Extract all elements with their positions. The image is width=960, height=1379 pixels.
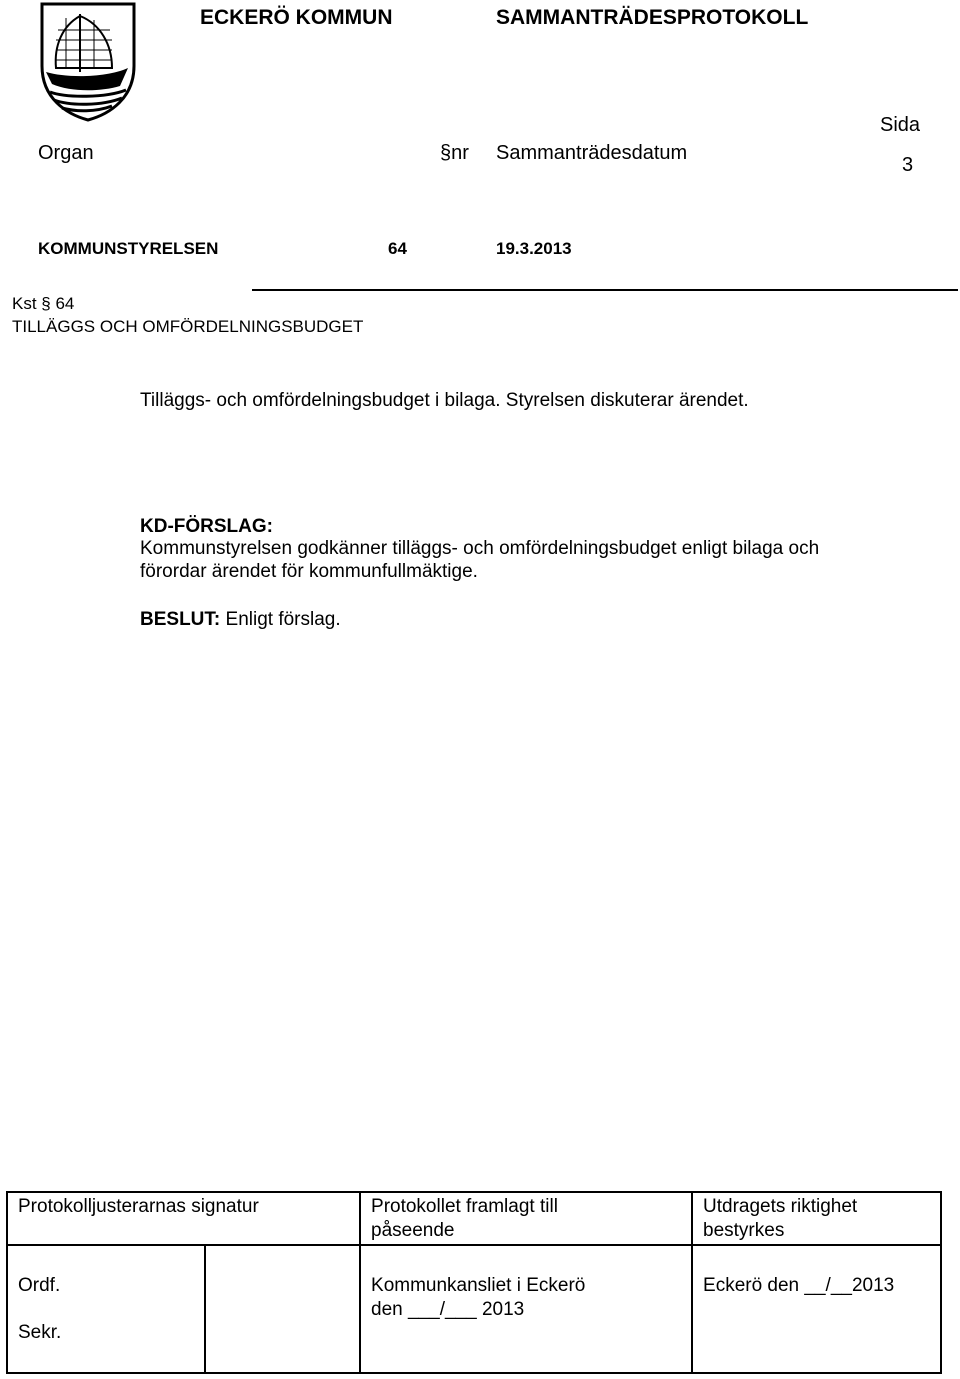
posted-location-cell — [360, 1245, 692, 1373]
organ-value: KOMMUNSTYRELSEN — [38, 239, 219, 258]
item-title: TILLÄGGS OCH OMFÖRDELNINGSBUDGET — [12, 317, 364, 336]
intro-paragraph: Tilläggs- och omfördelningsbudget i bilaga. Styrelsen diskuterar ärendet. — [140, 390, 749, 411]
signature-header: Protokolljusterarnas signatur — [18, 1196, 259, 1217]
decision-label: BESLUT: — [140, 609, 221, 630]
certification-header-cell — [692, 1192, 941, 1245]
secretary-label: Sekr. — [18, 1322, 62, 1343]
paragraph-number-label: §nr — [440, 142, 469, 164]
organ-label: Organ — [38, 142, 94, 164]
item-reference: Kst § 64 — [12, 294, 75, 313]
page-number: 3 — [902, 154, 914, 176]
signature-roles-cell — [7, 1245, 205, 1373]
signature-space-cell — [205, 1245, 360, 1373]
proposal-label: KD-FÖRSLAG: — [140, 516, 273, 537]
posted-header-cell — [360, 1192, 692, 1245]
decision-text: Enligt förslag. — [225, 609, 341, 630]
chairman-label: Ordf. — [18, 1275, 61, 1296]
paragraph-number-value: 64 — [388, 239, 407, 258]
certification-date-line: Eckerö den __/__2013 — [703, 1275, 895, 1296]
header-divider-line — [252, 289, 958, 291]
signature-header-cell — [7, 1192, 360, 1245]
proposal-text-line-2: förordar ärendet för kommunfullmäktige. — [140, 561, 478, 582]
posted-location-line-1: Kommunkansliet i Eckerö — [371, 1275, 586, 1296]
decision-line — [140, 609, 341, 631]
proposal-text-line-1: Kommunstyrelsen godkänner tilläggs- och omfördelningsbudget enligt bilaga och — [140, 538, 820, 559]
meeting-date-value: 19.3.2013 — [496, 239, 572, 258]
posted-location-line-2: den ___/___ 2013 — [371, 1299, 525, 1320]
page-label: Sida — [880, 114, 921, 136]
municipality-name: ECKERÖ KOMMUN — [200, 6, 393, 29]
document-type-title: SAMMANTRÄDESPROTOKOLL — [496, 6, 809, 29]
eckero-coat-of-arms-logo — [36, 2, 140, 122]
certification-date-cell — [692, 1245, 941, 1373]
signature-table — [6, 1191, 942, 1374]
posted-header-line-2: påseende — [371, 1220, 455, 1241]
certification-header-line-2: bestyrkes — [703, 1220, 785, 1241]
certification-header-line-1: Utdragets riktighet — [703, 1196, 858, 1217]
meeting-date-label: Sammanträdesdatum — [496, 142, 688, 164]
posted-header-line-1: Protokollet framlagt till — [371, 1196, 558, 1217]
